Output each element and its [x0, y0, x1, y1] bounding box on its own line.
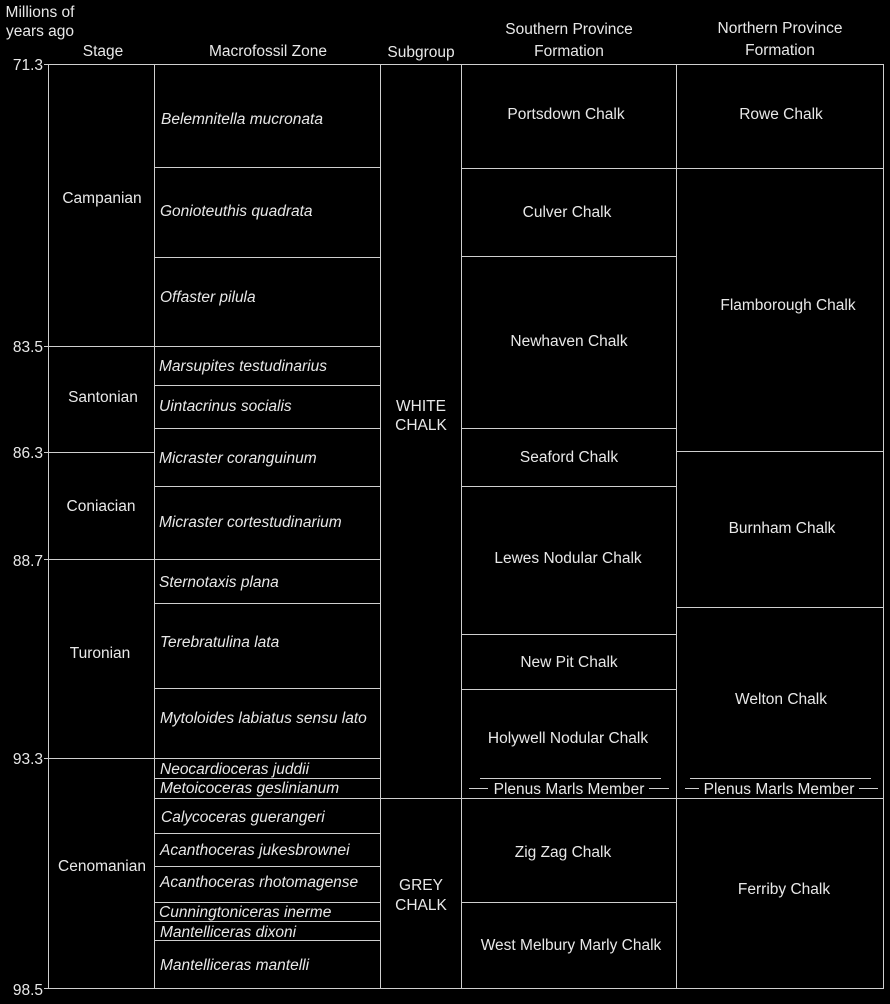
age-label: 93.3	[12, 751, 43, 768]
age-label: 98.5	[12, 982, 43, 999]
zone-name: Mytoloides labiatus sensu lato	[160, 710, 367, 727]
stage-name: Coniacian	[66, 498, 136, 515]
zone-name: Gonioteuthis quadrata	[160, 203, 313, 220]
age-label: 71.3	[12, 57, 43, 74]
zone-name: Metoicoceras geslinianum	[160, 780, 340, 797]
subgroup-column	[395, 398, 447, 914]
northern-formation: Burnham Chalk	[728, 520, 836, 537]
northern-formation: Rowe Chalk	[739, 106, 823, 123]
zone-name: Marsupites testudinarius	[159, 358, 327, 375]
zone-name: Mantelliceras dixoni	[160, 924, 297, 941]
stage-name: Santonian	[68, 389, 138, 406]
northern-formation: Ferriby Chalk	[737, 881, 831, 898]
zone-name: Calycoceras guerangeri	[161, 809, 325, 826]
white-chalk-line2: CHALK	[395, 417, 447, 434]
age-label: 88.7	[12, 553, 43, 570]
zone-name: Uintacrinus socialis	[159, 398, 292, 415]
southern-header-line1: Southern Province	[505, 21, 633, 38]
zone-name: Mantelliceras mantelli	[160, 957, 310, 974]
northern-header-line1: Northern Province	[717, 20, 843, 37]
southern-formation: Newhaven Chalk	[510, 333, 628, 350]
grey-chalk-line2: CHALK	[395, 897, 447, 914]
southern-header-line2: Formation	[534, 43, 604, 60]
time-header-line2: years ago	[5, 23, 75, 40]
zone-column	[159, 111, 367, 974]
northern-plenus-marls-member: Plenus Marls Member	[703, 781, 855, 798]
zone-header: Macrofossil Zone	[208, 43, 328, 60]
southern-formation: New Pit Chalk	[520, 654, 618, 671]
subgroup-header: Subgroup	[387, 44, 455, 61]
grey-chalk-line1: GREY	[399, 877, 443, 894]
stage-name: Cenomanian	[58, 858, 146, 875]
zone-name: Micraster cortestudinarium	[159, 514, 342, 531]
zone-name: Belemnitella mucronata	[161, 111, 323, 128]
age-axis	[13, 57, 43, 999]
time-header-line1: Millions of	[5, 4, 75, 21]
southern-formation: Culver Chalk	[522, 204, 612, 221]
southern-formation: Seaford Chalk	[519, 449, 619, 466]
zone-name: Cunningtoniceras inerme	[159, 904, 332, 921]
zone-name: Micraster coranguinum	[159, 450, 317, 467]
stage-name: Turonian	[69, 645, 131, 662]
age-label: 83.5	[12, 339, 43, 356]
southern-plenus-marls-member: Plenus Marls Member	[493, 781, 645, 798]
zone-name: Terebratulina lata	[160, 634, 280, 651]
northern-formation: Flamborough Chalk	[720, 297, 856, 314]
zone-name: Sternotaxis plana	[159, 574, 279, 591]
column-headers	[6, 4, 843, 61]
southern-formation: West Melbury Marly Chalk	[480, 937, 662, 954]
southern-formation: Portsdown Chalk	[507, 106, 625, 123]
stage-header: Stage	[82, 43, 124, 60]
northern-column	[704, 106, 856, 898]
southern-column	[481, 106, 662, 954]
zone-name: Acanthoceras jukesbrownei	[160, 842, 350, 859]
southern-formation: Zig Zag Chalk	[514, 844, 612, 861]
age-label: 86.3	[12, 445, 43, 462]
white-chalk-line1: WHITE	[396, 398, 446, 415]
zone-name: Acanthoceras rhotomagense	[160, 874, 359, 891]
zone-name: Neocardioceras juddii	[160, 761, 310, 778]
southern-formation: Holywell Nodular Chalk	[487, 730, 649, 747]
stage-name: Campanian	[62, 190, 142, 207]
northern-header-line2: Formation	[745, 42, 815, 59]
southern-formation: Lewes Nodular Chalk	[494, 550, 642, 567]
stage-column	[58, 190, 146, 875]
zone-name: Offaster pilula	[160, 289, 256, 306]
northern-formation: Welton Chalk	[735, 691, 827, 708]
